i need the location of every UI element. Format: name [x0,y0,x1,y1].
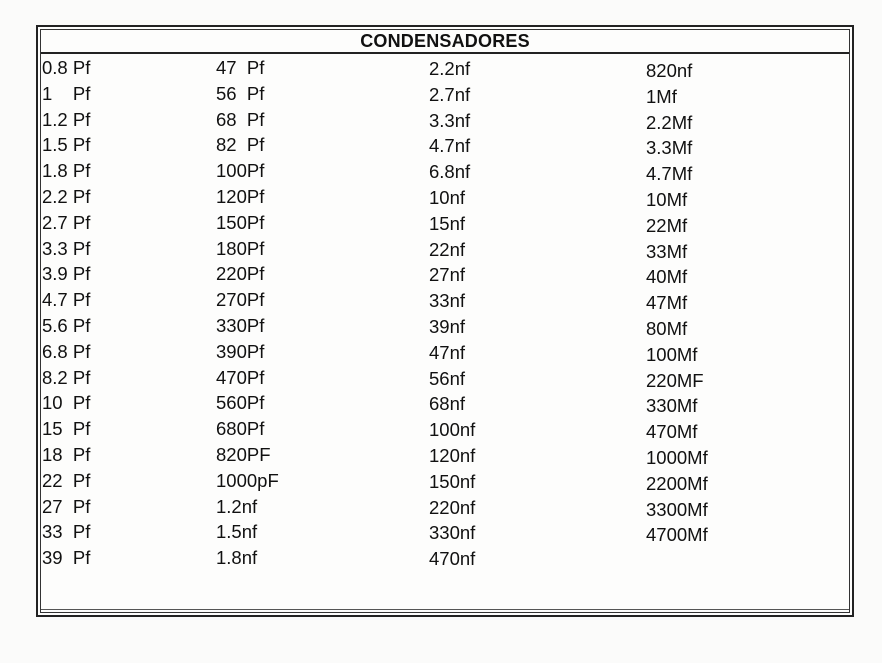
capacitor-value: 3.9 Pf [42,263,91,285]
capacitor-value: 1.8 Pf [42,160,91,182]
capacitor-value: 3.3 Pf [42,237,91,259]
capacitor-value: 4.7 Pf [42,289,91,311]
capacitor-value: 56 Pf [216,82,265,104]
capacitor-value: 10nf [429,186,466,208]
capacitor-value: 33Mf [646,240,688,262]
capacitor-value: 18 Pf [42,443,91,465]
capacitor-value: 330nf [429,522,476,544]
capacitor-value: 150nf [429,470,476,492]
capacitor-value: 270Pf [216,289,265,311]
capacitor-value: 2.7nf [429,83,471,105]
capacitor-value: 4.7Mf [646,163,693,185]
capacitor-value: 5.6 Pf [42,314,91,336]
capacitor-value: 22Mf [646,214,688,236]
capacitor-value: 0.8 Pf [42,57,91,78]
table-title: CONDENSADORES [41,30,849,54]
capacitor-value: 2.2nf [429,58,471,79]
capacitor-value: 100Pf [216,160,265,182]
capacitor-value: 39nf [429,315,466,337]
capacitor-value: 40Mf [646,266,688,288]
capacitor-value: 10Mf [646,188,688,210]
capacitor-value: 22nf [429,238,466,260]
capacitor-value: 4700Mf [646,524,708,546]
capacitor-value: 4.7nf [429,135,471,157]
capacitor-value: 1Mf [646,85,677,107]
capacitor-value: 180Pf [216,237,265,259]
bottom-rule [41,609,849,610]
capacitor-value: 220nf [429,496,476,518]
capacitor-value: 1.8nf [216,547,258,569]
capacitor-value: 560Pf [216,392,265,414]
capacitor-value: 15 Pf [42,418,91,440]
capacitor-value: 2.7 Pf [42,211,91,233]
values-column-2 [216,55,279,571]
table-inner-border [40,29,850,613]
capacitor-value: 390Pf [216,340,265,362]
capacitor-value: 470Mf [646,421,698,443]
capacitor-value: 47Mf [646,292,688,314]
capacitor-value: 2.2Mf [646,111,693,133]
capacitor-value: 80Mf [646,317,688,339]
capacitor-value: 22 Pf [42,469,91,491]
capacitor-value: 470nf [429,548,476,570]
capacitor-value: 47nf [429,341,466,363]
capacitor-value: 2200Mf [646,472,708,494]
capacitor-value: 10 Pf [42,392,91,414]
capacitor-value: 68nf [429,393,466,415]
capacitor-value: 120Pf [216,185,265,207]
capacitor-value: 1000pF [216,469,279,491]
capacitor-value: 3.3nf [429,109,471,131]
capacitor-value: 8.2 Pf [42,366,91,388]
capacitor-value: 2.2 Pf [42,185,91,207]
capacitor-value: 220MF [646,369,704,391]
capacitor-value: 330Pf [216,314,265,336]
capacitor-value: 1.5nf [216,521,258,543]
capacitor-value: 1 Pf [42,82,91,104]
capacitor-value: 39 Pf [42,547,91,569]
capacitor-value: 82 Pf [216,134,265,156]
capacitor-value: 27 Pf [42,495,91,517]
capacitor-value: 150Pf [216,211,265,233]
capacitor-value: 33 Pf [42,521,91,543]
capacitor-value: 47 Pf [216,57,265,78]
capacitor-value: 120nf [429,444,476,466]
capacitor-value: 6.8nf [429,161,471,183]
capacitor-table [36,25,854,617]
capacitor-value: 820nf [646,60,693,81]
capacitor-value: 820PF [216,443,271,465]
capacitor-value: 3.3Mf [646,137,693,159]
capacitor-value: 680Pf [216,418,265,440]
capacitor-value: 27nf [429,264,466,286]
capacitor-value: 330Mf [646,395,698,417]
capacitor-value: 6.8 Pf [42,340,91,362]
capacitor-value: 15nf [429,212,466,234]
capacitor-value: 220Pf [216,263,265,285]
capacitor-value: 68 Pf [216,108,265,130]
capacitor-value: 100nf [429,419,476,441]
capacitor-value: 3300Mf [646,498,708,520]
capacitor-value: 1.5 Pf [42,134,91,156]
capacitor-value: 470Pf [216,366,265,388]
capacitor-value: 1000Mf [646,446,708,468]
capacitor-value: 1.2 Pf [42,108,91,130]
capacitor-value: 100Mf [646,343,698,365]
values-column-3 [429,56,475,572]
table-body [41,55,849,595]
values-column-1 [42,55,90,571]
capacitor-value: 33nf [429,290,466,312]
capacitor-value: 1.2nf [216,495,258,517]
capacitor-value: 56nf [429,367,466,389]
values-column-4 [646,58,708,548]
